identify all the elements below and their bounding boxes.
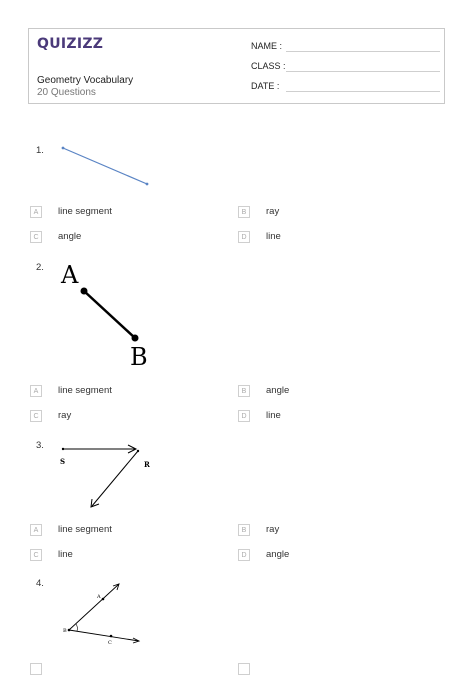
question-4-figure — [55, 578, 150, 648]
name-line — [286, 51, 440, 52]
figure-label-b: B — [130, 343, 148, 371]
question-2-number: 2. — [36, 262, 44, 273]
figure-label-b: B — [63, 628, 67, 634]
question-3-figure — [55, 440, 160, 515]
question-1-figure — [55, 140, 155, 190]
figure-label-a: A — [61, 261, 79, 289]
figure-label-c: C — [108, 640, 112, 646]
figure-label-r: R — [144, 460, 150, 469]
figure-label-a: A — [97, 594, 101, 600]
question-1-number: 1. — [36, 145, 44, 156]
question-count: 20 Questions — [37, 87, 96, 98]
class-line — [286, 71, 440, 72]
question-4-number: 4. — [36, 578, 44, 589]
quizizz-logo: QUIZIZZ — [37, 36, 104, 52]
name-label: NAME : — [251, 41, 283, 51]
class-label: CLASS : — [251, 61, 286, 71]
question-3-number: 3. — [36, 440, 44, 451]
date-line — [286, 91, 440, 92]
question-2-figure — [55, 258, 165, 373]
date-label: DATE : — [251, 81, 280, 91]
figure-label-s: S — [60, 457, 66, 466]
worksheet-header — [28, 28, 445, 104]
worksheet-title: Geometry Vocabulary — [37, 75, 134, 86]
